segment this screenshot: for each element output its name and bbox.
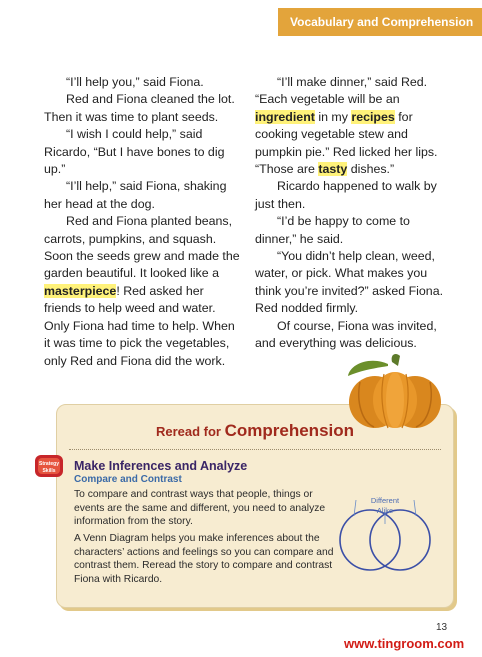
- story-paragraph: Red and Fiona planted beans, carrots, pumpkins, and squash. Soon the seeds grew and made the garden beautiful. It looked like a masterpiece! Red asked her friends to help weed and water. Only Fiona had time to help. When it was time to pick the vegetables, only Red and Fiona did the work.: [44, 214, 240, 368]
- skill-paragraph: A Venn Diagram helps you make inferences about the characters’ actions and feelings so you can compare and contrast them. Reread the story to compare and contrast Fiona with Ricardo.: [74, 533, 334, 585]
- panel-divider: [69, 449, 441, 450]
- story-paragraph: “I’ll make dinner,” said Red. “Each vegetable will be an ingredient in my recipes for cooking vegetable stew and pumpkin pie.” Red licked her lips. “Those are tasty dishes.”: [255, 75, 438, 177]
- vocab-word-ingredient: ingredient: [255, 109, 315, 124]
- skill-paragraph: To compare and contrast ways that people, things or events are the same and different, you need to analyze information from the story.: [74, 489, 326, 528]
- svg-text:Strategy: Strategy: [38, 461, 60, 467]
- panel-title: Reread for Comprehension: [155, 421, 355, 440]
- header-band: [0, 0, 482, 38]
- vocab-word-masterpiece: masterpiece: [44, 283, 117, 298]
- venn-diagram: [330, 494, 442, 576]
- svg-text:Skills: Skills: [42, 468, 56, 474]
- strategy-skills-badge-icon: [34, 452, 64, 480]
- section-title: Vocabulary and Comprehension: [290, 15, 474, 29]
- story-paragraph: “I wish I could help,” said Ricardo, “But I have bones to dig up.”: [44, 127, 225, 177]
- venn-label-different: Different: [370, 496, 400, 505]
- page-number: 13: [436, 622, 448, 633]
- watermark-link[interactable]: www.tingroom.com: [344, 636, 465, 651]
- story-left-column: [44, 74, 240, 370]
- pumpkin-illustration: [340, 352, 450, 436]
- skill-title: Make Inferences and Analyze: [74, 459, 248, 473]
- story-paragraph: “I’d be happy to come to dinner,” he said.: [255, 214, 410, 246]
- story-paragraph: Ricardo happened to walk by just then.: [255, 179, 437, 211]
- story-paragraph: Of course, Fiona was invited, and everything was delicious.: [255, 318, 437, 351]
- story-paragraph: “I’ll help,” said Fiona, shaking her head at the dog.: [44, 179, 227, 211]
- section-title-tab: [278, 8, 482, 36]
- story-paragraph: Red and Fiona cleaned the lot. Then it was time to plant seeds.: [44, 92, 235, 124]
- story-paragraph: “I’ll help you,” said Fiona.: [66, 75, 204, 89]
- skill-subtitle: Compare and Contrast: [74, 474, 182, 485]
- story-paragraph: “You didn’t help clean, weed, water, or pick. What makes you think you’re invited?” asked Fiona. Red nodded firmly.: [255, 249, 444, 316]
- venn-label-alike: Alike: [376, 506, 394, 515]
- story-right-column: [255, 74, 451, 353]
- vocab-word-recipes: recipes: [351, 109, 395, 124]
- vocab-word-tasty: tasty: [318, 162, 348, 177]
